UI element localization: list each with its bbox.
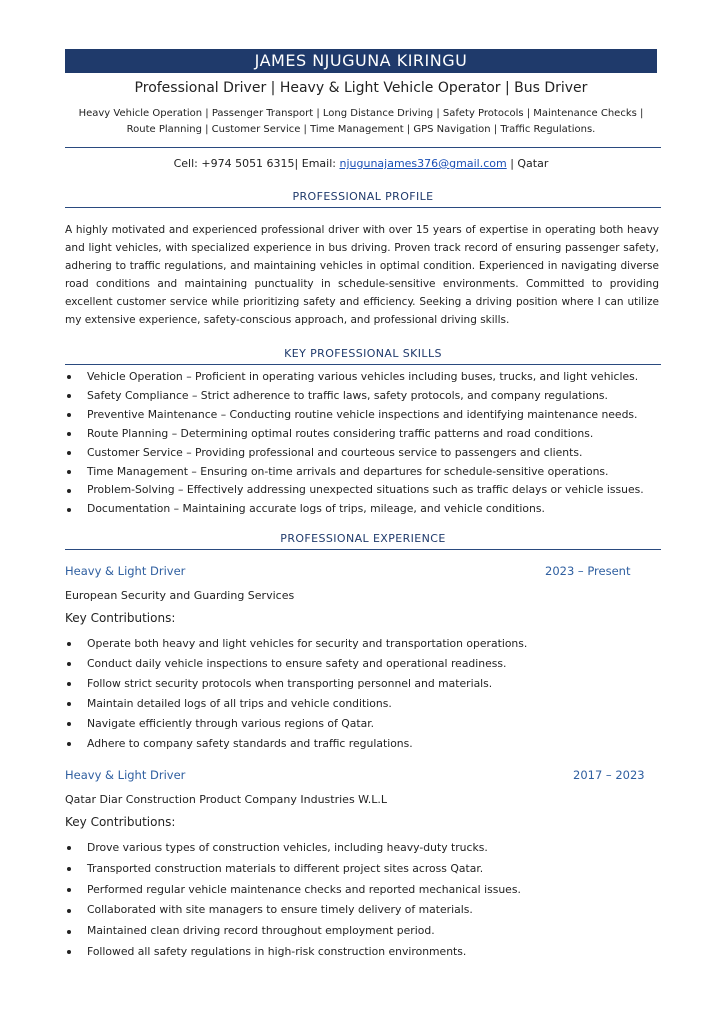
divider bbox=[65, 147, 661, 148]
key-contributions-label: Key Contributions: bbox=[65, 815, 176, 829]
email-link[interactable]: njugunajames376@gmail.com bbox=[339, 157, 507, 170]
contact-prefix: Cell: +974 5051 6315| Email: bbox=[173, 157, 340, 170]
job-title: Heavy & Light Driver bbox=[65, 768, 186, 782]
list-item: Vehicle Operation – Proficient in operating various vehicles including buses, trucks, and light vehicles. bbox=[65, 368, 644, 387]
skills-list bbox=[65, 368, 644, 519]
list-item: Transported construction materials to different project sites across Qatar. bbox=[65, 859, 521, 880]
job-dates: 2017 – 2023 bbox=[573, 768, 645, 782]
keywords bbox=[70, 106, 652, 137]
divider bbox=[65, 549, 661, 550]
list-item: Performed regular vehicle maintenance checks and reported mechanical issues. bbox=[65, 880, 521, 901]
key-contributions-label: Key Contributions: bbox=[65, 611, 176, 625]
keywords-line-1: Heavy Vehicle Operation | Passenger Transport | Long Distance Driving | Safety Protocols | Maintenance Checks | bbox=[78, 108, 644, 119]
list-item: Conduct daily vehicle inspections to ensure safety and operational readiness. bbox=[65, 654, 527, 674]
section-title-experience: PROFESSIONAL EXPERIENCE bbox=[280, 532, 446, 545]
job-contributions-list bbox=[65, 634, 527, 754]
contact-line bbox=[65, 157, 657, 170]
list-item: Adhere to company safety standards and traffic regulations. bbox=[65, 734, 527, 754]
list-item: Maintained clean driving record throughout employment period. bbox=[65, 921, 521, 942]
company-name: Qatar Diar Construction Product Company Industries W.L.L bbox=[65, 793, 388, 806]
list-item: Route Planning – Determining optimal routes considering traffic patterns and road conditions. bbox=[65, 425, 644, 444]
list-item: Time Management – Ensuring on-time arrivals and departures for schedule-sensitive operations. bbox=[65, 463, 644, 482]
keywords-line-2: Route Planning | Customer Service | Time Management | GPS Navigation | Traffic Regulations. bbox=[126, 123, 596, 135]
list-item: Customer Service – Providing professional and courteous service to passengers and clients. bbox=[65, 444, 644, 463]
list-item: Drove various types of construction vehicles, including heavy-duty trucks. bbox=[65, 838, 521, 859]
headline: Professional Driver | Heavy & Light Vehicle Operator | Bus Driver bbox=[134, 80, 588, 96]
job-title: Heavy & Light Driver bbox=[65, 564, 186, 578]
job-contributions-list bbox=[65, 838, 521, 963]
job-dates: 2023 – Present bbox=[545, 564, 631, 578]
list-item: Documentation – Maintaining accurate logs of trips, mileage, and vehicle conditions. bbox=[65, 500, 644, 519]
list-item: Collaborated with site managers to ensure timely delivery of materials. bbox=[65, 900, 521, 921]
list-item: Maintain detailed logs of all trips and vehicle conditions. bbox=[65, 694, 527, 714]
candidate-name: JAMES NJUGUNA KIRINGU bbox=[65, 49, 657, 73]
list-item: Operate both heavy and light vehicles for security and transportation operations. bbox=[65, 634, 527, 654]
divider bbox=[65, 364, 661, 365]
list-item: Follow strict security protocols when transporting personnel and materials. bbox=[65, 674, 527, 694]
company-name: European Security and Guarding Services bbox=[65, 589, 295, 602]
section-title-skills: KEY PROFESSIONAL SKILLS bbox=[284, 347, 442, 360]
list-item: Navigate efficiently through various regions of Qatar. bbox=[65, 714, 527, 734]
list-item: Preventive Maintenance – Conducting routine vehicle inspections and identifying maintenance needs. bbox=[65, 406, 644, 425]
section-title-profile: PROFESSIONAL PROFILE bbox=[292, 190, 434, 203]
divider bbox=[65, 207, 661, 208]
list-item: Safety Compliance – Strict adherence to traffic laws, safety protocols, and company regulations. bbox=[65, 387, 644, 406]
contact-suffix: | Qatar bbox=[506, 157, 549, 170]
profile-text: A highly motivated and experienced professional driver with over 15 years of expertise in operating both heavy and light vehicles, with specialized experience in bus driving. Proven track record of ensuring passenger safety, adhering to traffic regulations, and maintaining vehicles in optimal condition. Experienced in navigating diverse road conditions and maintaining punctuality in schedule-sensitive environments. Committed to providing excellent customer service while prioritizing safety and efficiency. Seeking a driving position where I can utilize my extensive experience, safety-conscious approach, and professional driving skills. bbox=[65, 224, 659, 326]
list-item: Followed all safety regulations in high-risk construction environments. bbox=[65, 942, 521, 963]
list-item: Problem-Solving – Effectively addressing unexpected situations such as traffic delays or vehicle issues. bbox=[65, 481, 644, 500]
